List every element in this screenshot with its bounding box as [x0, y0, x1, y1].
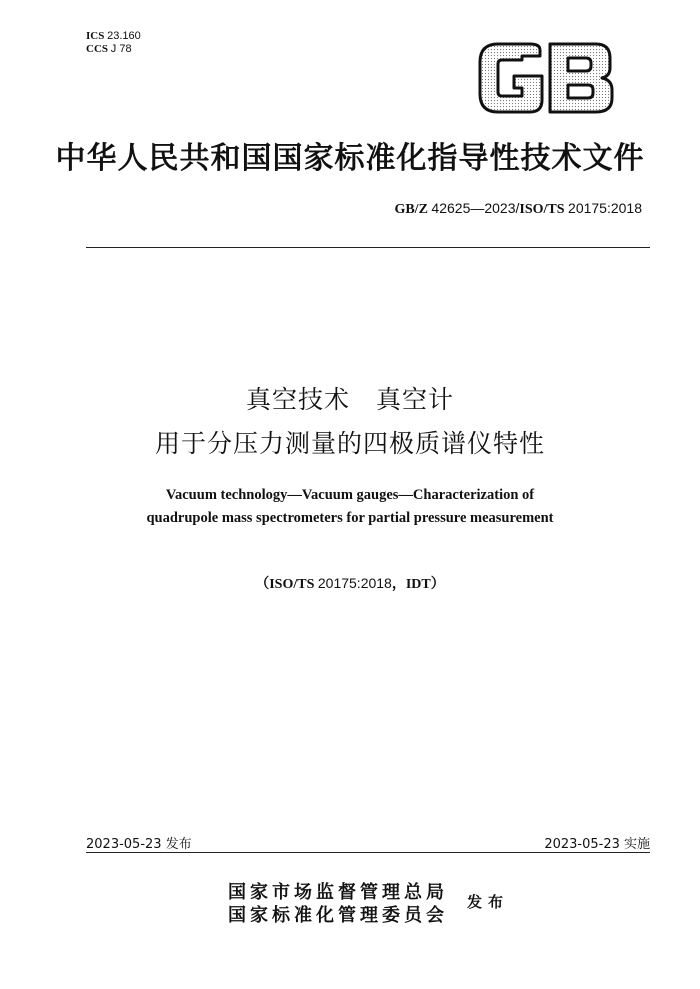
issue-date: 2023-05-23 发布: [86, 837, 192, 852]
standard-number-value: 42625—2023/: [431, 200, 520, 216]
adoption-note: [0, 573, 700, 593]
issue-action: 发布: [467, 893, 510, 911]
english-title-line-1: Vacuum technology—Vacuum gauges—Characterization of: [165, 487, 535, 503]
chinese-title-line-1: 真空技术 真空计: [245, 385, 454, 414]
issuer-line-2: 国家标准化管理委员会: [228, 905, 448, 926]
adoption-open: （ISO/TS: [255, 577, 318, 592]
adoption-number: 20175:2018: [317, 575, 392, 591]
iso-number-value: 20175:2018: [568, 200, 642, 216]
issuer-line-1: 国家市场监督管理总局: [228, 882, 448, 903]
classification-codes: [86, 30, 141, 56]
top-divider: [86, 247, 650, 248]
chinese-title-line-2: 用于分压力测量的四极质谱仪特性: [154, 429, 545, 458]
gb-logo: [478, 42, 614, 114]
iso-prefix: ISO/TS: [519, 202, 565, 217]
adoption-close: ，IDT）: [391, 577, 445, 592]
logo-letter-b: [550, 44, 612, 112]
standard-prefix: GB/Z: [394, 202, 428, 217]
document-type-title: 中华人民共和国国家标准化指导性技术文件: [55, 141, 645, 176]
ics-code: [86, 30, 141, 43]
ics-value: 23.160: [107, 30, 141, 42]
ccs-value: J 78: [110, 43, 132, 55]
english-title-line-2: quadrupole mass spectrometers for partial pressure measurement: [146, 510, 554, 526]
ccs-label: CCS: [86, 43, 109, 55]
standard-number: [394, 200, 642, 218]
implementation-date: 2023-05-23 实施: [544, 837, 650, 852]
ics-label: ICS: [86, 30, 105, 42]
logo-letter-g: [480, 44, 542, 112]
ccs-code: [86, 43, 141, 56]
bottom-divider: [86, 852, 650, 853]
